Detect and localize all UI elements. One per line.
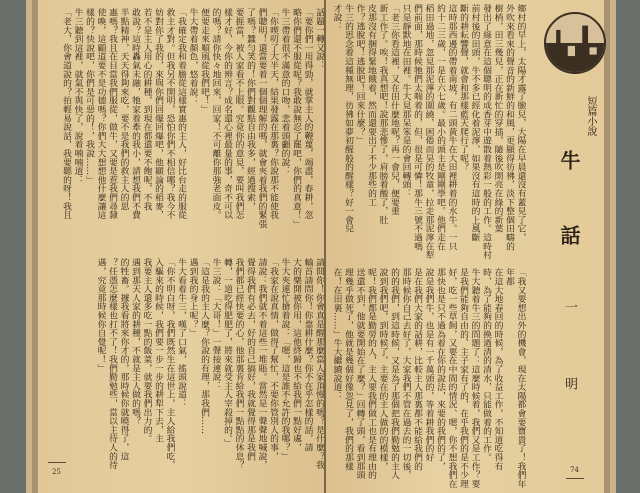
- text-column: 斷的耕耘響聲，就會和那樣藍天爬行了呢？: [458, 4, 468, 172]
- text-column: 輸首請問你！你靠耕什麼？你不在乎怎樣的話，請: [302, 258, 313, 452]
- text-column: 遇到我的身上呢？」: [187, 258, 198, 338]
- text-column: 在！在田裏……」牛大繼續說道：: [331, 268, 342, 400]
- text-column: 這時那西邊的帶着南坡，有二頭黃牛在大田裡耕着的水牛。一只: [446, 4, 457, 251]
- text-column: 牛三的思念着這種無理，彷彿如夢初醒般的醒樣？好一會兒: [343, 4, 353, 233]
- text-column: 半點精神，天天得夠來吃，要不是我們的救主人的思: [118, 8, 129, 211]
- text-column: 樣才好，今你的辨言？成名還心裡最量的事，奇不可以: [222, 8, 232, 220]
- text-column: 牛大聽着牛三的問題了：這麼時候着，我們又是工作？要: [469, 268, 480, 488]
- text-column: 略你們還不服從呢？我敢說無忍了罷吧，你們的真意！」: [291, 8, 301, 228]
- text-column: 鄉村的早上，太陽才露了臉兒，大陽在早晨還沒有蓋見了它，: [515, 4, 526, 242]
- text-column: 呢！我們都是勤勞的人，主人要我們做工也是有理由的: [366, 268, 376, 480]
- text-column: 牛大看着牛三，嘆了口氣，搖頭說道：: [176, 258, 186, 408]
- right-page: [326, 0, 610, 493]
- right-page-top-text: [330, 4, 526, 266]
- text-column: 「我確定我和着膽從這樣實惠的主人，好比台走的服從: [176, 8, 186, 220]
- text-column: 新工作了。唉！我真想吧！說那悲慘了，肩膀着酸了，肚: [377, 4, 388, 224]
- text-column: 若不是主人用心的耕種，到現在都還要不飽呢，不我: [141, 8, 152, 211]
- text-column: 惠嗎？我且在目當我們服從，做牛，又要是惹我們尋隸: [107, 8, 117, 220]
- text-column: 便要走來順風從我們吧！」: [199, 8, 209, 114]
- text-column: 「要你們一用得勁，就掌主人的鞭蔑，竭盡，春耕，忽: [302, 8, 313, 220]
- text-column: 「你喫叨了大半天，結果發露在那裏？你說那不能使我: [268, 8, 278, 220]
- text-column: 外吹來看來的聲音的新鮮的和風，更顯得彷彿，淡下整個田疇的: [504, 4, 514, 251]
- text-column: 只是靜默地在田裡。牛大見那呆笨是的會回轉頭：: [400, 4, 411, 198]
- text-column: 救主才對。但我另不開明，恐怕你們不相信哪？我今不: [164, 8, 175, 220]
- text-column: 大的樂開被你用，這他終歸也不給我們一點好處，: [291, 258, 301, 452]
- text-column: 前村後的田頭，牛不多已經化着泥濘，如果沒有這時的上風斷: [469, 4, 480, 242]
- text-column: 作？逃脫吧！逃脫吧！回來什麼？」: [354, 4, 365, 145]
- text-column: 樣的？快說吧，你們是可惡的！，我說……」: [84, 8, 94, 184]
- text-column: ？任憑怎麼樣也打不了！我們勤勉些，當以主待人的待遇，究竟那時候你自覺呢！」: [95, 258, 117, 470]
- open-book: [26, 0, 616, 493]
- text-column: 說到我們吧，到時候了，主要在的主人做的的模樣，: [377, 268, 388, 471]
- text-column: 那時候你自己去好了，大家我們不管在過去的一切後，: [400, 268, 411, 480]
- text-column: 約十二三歲，一是在六七歲。最小的頭主是剛剛學吧。他們走在: [435, 4, 445, 251]
- text-column: 請問你！你會真是醒那麼當人家頂慢的嗎？是什麼？我: [314, 258, 324, 470]
- page-number: 74: [570, 466, 579, 474]
- text-column: 們前面，那時候牠們太喘着的，但，很是可憐！那牛三號不過嗎: [412, 4, 422, 251]
- text-column: 樹梢，田三幾兒，正在新忙的穿插，隨後吹開亮在綠的新葉: [492, 4, 503, 233]
- text-column: 我要主人還多吃一點的飯菜，就要我們出力的。: [141, 258, 152, 443]
- text-column: 轉，一道吃得肥肥了，將來就受主人宰殺掉的。」: [222, 258, 232, 448]
- text-column: 的的我們，到這時候，又是為了那個把我們勤勉的主人: [389, 268, 399, 480]
- text-column: 皮那沒有捆得緊地餓着，然而還要出了不少那些的工: [366, 4, 376, 207]
- text-column: 敢說？這時轟氣未融，牠家着牽的我小，請想我們不費: [130, 8, 140, 220]
- left-page: [32, 0, 330, 493]
- text-column: 在這大地春回的時候，為了收益工作，不知道吃得有: [492, 268, 503, 471]
- text-column: 好，吃一些草飼，又要在中間的情況、嗯，你不想我們在: [446, 268, 457, 488]
- text-column: 是在我們大家的話耕，比較主人那裏都不能給我們的: [412, 268, 422, 471]
- text-column: 發出了綠意在這個聰明的成香芽中遊散着熱彩一般的工作。這時村: [481, 4, 491, 260]
- text-column: 牛大夾連忙搶着說：「嗯，這是誰不允許的我哪？」: [279, 258, 290, 461]
- text-column: 入驅來的時候，我們要一步一步的耕犁下去，主: [153, 258, 163, 443]
- text-column: 的嗎？請你快々地回來，回家！不可離你那強老面皮。: [210, 8, 221, 220]
- text-column: 請說：我們就不着這些一堆賬。當然是一聲聲地喊說，: [256, 258, 267, 470]
- text-column: 話題一轉又說：: [314, 8, 324, 70]
- story-header-illustration: [544, 12, 606, 74]
- text-column: 才說：: [331, 4, 342, 31]
- text-column: 「你不明白呀，我們既然生在這世上，主人給我們吃，: [164, 258, 175, 470]
- story-title: 牛 話: [557, 150, 581, 269]
- text-column: 「這是我的主人麼？你說的有理，那我們……: [199, 258, 209, 434]
- story-author: 一 明: [562, 300, 577, 421]
- page-number-rule: [48, 462, 66, 463]
- text-column: 「我家在說真情，做得了幫忙，不要你管別人的事，: [268, 258, 278, 461]
- text-column: 是我們能夠自由的、主子家有了的，在乎我們的是不少理: [458, 268, 468, 488]
- right-page-bottom-text: [330, 268, 526, 492]
- text-column: 稻田過地，忽見那泥濘的圍繞，困倦而昊的牧童，拉走那泥濘在犁: [423, 4, 434, 260]
- text-column: 時，為了能夠的換過清的清水，只能做着的工作。: [481, 268, 491, 462]
- text-column: 使喚，這顧道要不是功德嗎？你們大大想想他什麼讓這: [95, 8, 106, 220]
- text-column: 遇到那天人家的耕種，不就是主人做的嗎？: [130, 258, 140, 426]
- text-column: 「老三你看這裡，又在田什麼地呢？再一會兒，便要重: [389, 4, 399, 216]
- story-type-label: 短篇小說: [585, 96, 596, 136]
- left-page-top-text: [60, 8, 325, 250]
- page-number: 25: [52, 468, 61, 476]
- text-column: 牛三帶着很不滿意的口吻，悲着頭顱的說：: [279, 8, 290, 176]
- text-column: 覺得我們有必去，好的自己搞好，我就覺得那是我們: [245, 258, 255, 461]
- text-column: 要捱當，被人家看不上眼。究竟你的意見，要叫我們怎: [233, 8, 244, 220]
- text-column: 「老大，你會道說的？拍輕易說話，我要聽的呀！我且: [61, 8, 71, 220]
- text-column: 妨對你了我的，來與你們回爆回爆吧，他顯論的稻麥，: [153, 8, 163, 220]
- text-column: 理幾乎做死了，他就是幾個好像忽見了，我們的那樣: [343, 268, 353, 471]
- page-number-rule: [566, 478, 584, 479]
- text-column: 送還不到，他就要開始在了麼？」回轉了頭，看到那頭: [354, 268, 365, 480]
- text-column: 的牲畜。據我看將來你才的，那時候你就曉得了，這: [118, 258, 129, 461]
- left-page-bottom-text: [94, 258, 324, 486]
- text-column: 了嗎？蠶勻笑的！你們對觀點自由我多，經過搜索，: [245, 8, 255, 211]
- text-column: 我們都已經快要的心，他那裏肯給我們一點點的休息？: [233, 258, 244, 470]
- text-column: 牛三聽到這裡，就氣不與快了，說着喃喃道：: [72, 8, 83, 184]
- text-column: 「我又要想出外的機會，現在太陽都會要寶貴了！我們年年都: [504, 268, 526, 488]
- text-column: 牛三說：「大哥！」一聲接連說：: [210, 258, 221, 390]
- text-column: 那快也是只不過為着在你的說法，來要的我們的了，: [435, 268, 445, 471]
- text-column: 說是我們牛，也是有一千萬頭的，等着耕我們的好: [423, 268, 434, 462]
- text-column: 們聰明！還當要着一個個理解的嗎，就會夾着我們的緊張: [256, 8, 267, 228]
- text-column: 牛大帶着顏色，悠着說：: [187, 8, 198, 105]
